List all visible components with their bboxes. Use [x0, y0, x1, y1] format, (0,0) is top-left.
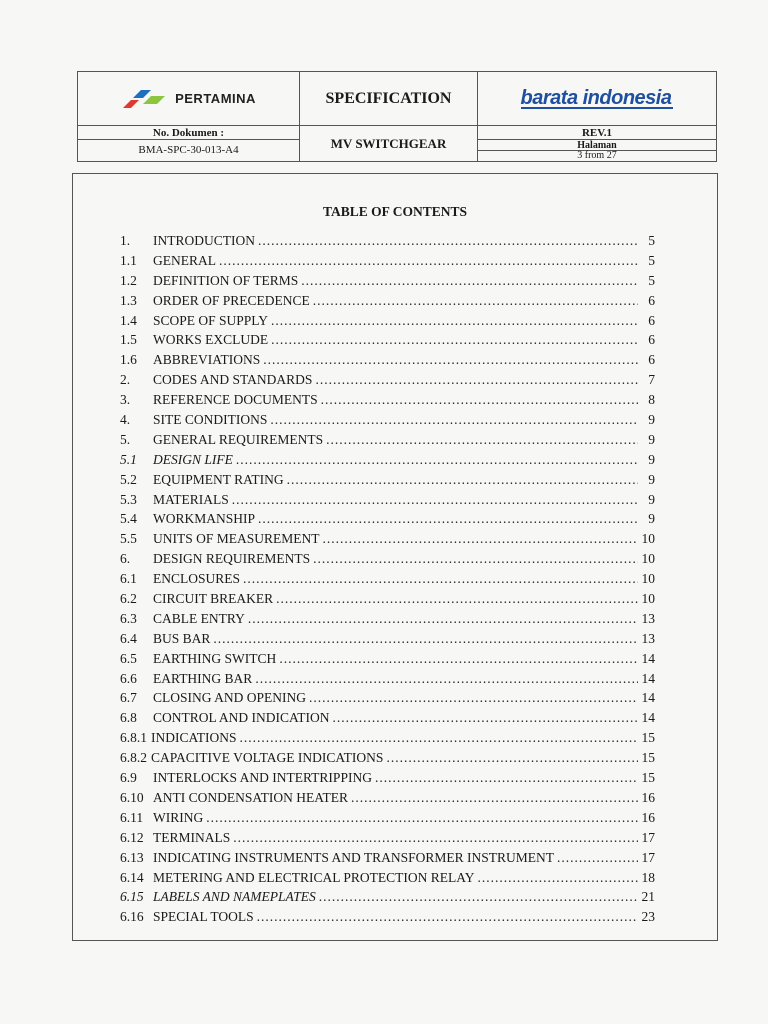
toc-entry[interactable] — [120, 571, 655, 591]
toc-leader-dots — [315, 372, 638, 388]
toc-entry-page: 17 — [641, 829, 655, 845]
toc-entry-number: 6.11 — [120, 809, 144, 825]
toc-entry-label: SCOPE OF SUPPLY — [153, 312, 268, 328]
toc-leader-dots — [258, 511, 638, 527]
toc-entry[interactable] — [120, 492, 655, 512]
toc-entry[interactable] — [120, 710, 655, 730]
toc-entry-label: EARTHING BAR — [153, 670, 253, 686]
toc-entry-number: 5.1 — [120, 451, 137, 467]
toc-entry-page: 10 — [641, 591, 655, 607]
toc-entry-label: WORKS EXCLUDE — [153, 332, 269, 348]
toc-leader-dots — [271, 332, 638, 348]
toc-entry-label: ORDER OF PRECEDENCE — [153, 292, 310, 308]
toc-leader-dots — [323, 531, 638, 547]
revision: REV.1 — [478, 126, 716, 140]
toc-entry-number: 1.2 — [120, 272, 137, 288]
toc-leader-dots — [313, 293, 638, 309]
toc-entry-number: 4. — [120, 412, 131, 428]
toc-entry[interactable] — [120, 810, 655, 830]
toc-entry[interactable] — [120, 591, 655, 611]
toc-leader-dots — [232, 492, 638, 508]
toc-entry-number: 6.5 — [120, 650, 137, 666]
toc-entry-number: 1.4 — [120, 312, 137, 328]
toc-leader-dots — [243, 571, 638, 587]
toc-leader-dots — [263, 352, 638, 368]
toc-entry-page: 10 — [641, 571, 655, 587]
toc-entry-label: CABLE ENTRY — [153, 610, 245, 626]
toc-entry-number: 6.15 — [120, 889, 144, 905]
toc-entry-number: 6.6 — [120, 670, 137, 686]
toc-entry[interactable] — [120, 730, 655, 750]
toc-box — [72, 173, 718, 941]
toc-leader-dots — [236, 452, 638, 468]
toc-entry-label: CIRCUIT BREAKER — [153, 591, 274, 607]
toc-entry-label: EARTHING SWITCH — [153, 650, 277, 666]
toc-entry[interactable] — [120, 889, 655, 909]
toc-entry[interactable] — [120, 233, 655, 253]
toc-leader-dots — [321, 392, 638, 408]
toc-entry-number: 6.4 — [120, 630, 137, 646]
toc-entry[interactable] — [120, 352, 655, 372]
toc-entry[interactable] — [120, 611, 655, 631]
toc-entry-page: 9 — [648, 471, 655, 487]
toc-entry-page: 6 — [648, 292, 655, 308]
toc-entry-page: 15 — [641, 730, 655, 746]
toc-entry-page: 18 — [641, 869, 655, 885]
toc-entry[interactable] — [120, 631, 655, 651]
toc-entry-page: 14 — [641, 670, 655, 686]
toc-entry-number: 2. — [120, 372, 131, 388]
toc-entry[interactable] — [120, 531, 655, 551]
toc-entry[interactable] — [120, 392, 655, 412]
toc-entry[interactable] — [120, 293, 655, 313]
toc-leader-dots — [478, 870, 639, 886]
toc-entry[interactable] — [120, 313, 655, 333]
toc-entry-label: SITE CONDITIONS — [153, 412, 268, 428]
toc-entry-page: 16 — [641, 809, 655, 825]
toc-entry[interactable] — [120, 412, 655, 432]
toc-entry[interactable] — [120, 790, 655, 810]
toc-leader-dots — [326, 432, 638, 448]
toc-entry-number: 6.13 — [120, 849, 144, 865]
toc-entry[interactable] — [120, 372, 655, 392]
pertamina-logo-icon — [121, 88, 167, 110]
toc-entry[interactable] — [120, 551, 655, 571]
toc-entry[interactable] — [120, 651, 655, 671]
toc-entry-number: 1.1 — [120, 252, 137, 268]
toc-leader-dots — [301, 273, 638, 289]
toc-leader-dots — [248, 611, 638, 627]
pertamina-logo — [121, 88, 256, 110]
toc-leader-dots — [270, 412, 638, 428]
toc-entry-number: 6.3 — [120, 610, 137, 626]
toc-leader-dots — [276, 591, 638, 607]
toc-entry-page: 6 — [648, 332, 655, 348]
toc-entry-page: 6 — [648, 312, 655, 328]
toc-leader-dots — [213, 631, 638, 647]
toc-entry-label: SPECIAL TOOLS — [153, 909, 254, 925]
toc-entry[interactable] — [120, 690, 655, 710]
toc-leader-dots — [240, 730, 639, 746]
toc-entry-label: TERMINALS — [153, 829, 231, 845]
toc-entry-label: BUS BAR — [153, 630, 211, 646]
toc-entry-label: INTERLOCKS AND INTERTRIPPING — [153, 770, 372, 786]
toc-entry[interactable] — [120, 253, 655, 273]
toc-entry-page: 13 — [641, 630, 655, 646]
toc-leader-dots — [351, 790, 638, 806]
toc-entry-page: 16 — [641, 789, 655, 805]
toc-entry-page: 6 — [648, 352, 655, 368]
toc-entry-page: 9 — [648, 412, 655, 428]
toc-leader-dots — [333, 710, 639, 726]
toc-entry[interactable] — [120, 870, 655, 890]
no-dokumen-label: No. Dokumen : — [78, 126, 300, 140]
toc-entry-label: MATERIALS — [153, 491, 229, 507]
toc-leader-dots — [313, 551, 638, 567]
toc-entry-label: INDICATIONS — [151, 730, 237, 746]
toc-entry-label: DESIGN LIFE — [153, 451, 233, 467]
toc-leader-dots — [206, 810, 638, 826]
toc-entry[interactable] — [120, 750, 655, 770]
toc-entry-number: 1.6 — [120, 352, 137, 368]
toc-entry-label: DEFINITION OF TERMS — [153, 272, 299, 288]
toc-entry-number: 1.5 — [120, 332, 137, 348]
toc-entry-number: 6.9 — [120, 770, 137, 786]
toc-entry-number: 6.1 — [120, 571, 137, 587]
toc-leader-dots — [279, 651, 638, 667]
toc-entry[interactable] — [120, 850, 655, 870]
toc-entry-number: 1.3 — [120, 292, 137, 308]
toc-leader-dots — [309, 690, 638, 706]
toc-list — [120, 233, 655, 929]
toc-entry[interactable] — [120, 452, 655, 472]
page-number: 3 from 27 — [577, 150, 617, 161]
toc-entry-number: 3. — [120, 392, 131, 408]
pertamina-logo-text: PERTAMINA — [175, 91, 256, 106]
doc-number: BMA-SPC-30-013-A4 — [78, 140, 300, 161]
toc-entry-page: 21 — [641, 889, 655, 905]
document-header — [77, 71, 717, 162]
toc-entry-page: 5 — [648, 272, 655, 288]
toc-entry-page: 9 — [648, 431, 655, 447]
toc-entry-number: 6.2 — [120, 591, 137, 607]
pertamina-logo-cell — [78, 72, 300, 126]
toc-leader-dots — [255, 671, 638, 687]
toc-entry-label: ANTI CONDENSATION HEATER — [153, 789, 348, 805]
toc-entry-page: 10 — [641, 531, 655, 547]
toc-entry-page: 14 — [641, 650, 655, 666]
toc-entry[interactable] — [120, 511, 655, 531]
toc-entry-number: 6.8.2 — [120, 750, 147, 766]
toc-entry-label: ABBREVIATIONS — [153, 352, 261, 368]
toc-leader-dots — [219, 253, 638, 269]
toc-entry-label: LABELS AND NAMEPLATES — [153, 889, 316, 905]
toc-leader-dots — [271, 313, 638, 329]
toc-entry-number: 5.2 — [120, 471, 137, 487]
toc-entry-label: UNITS OF MEASUREMENT — [153, 531, 320, 547]
toc-entry-label: CODES AND STANDARDS — [153, 372, 313, 388]
toc-leader-dots — [233, 830, 638, 846]
toc-entry-page: 23 — [641, 909, 655, 925]
toc-entry-number: 6.14 — [120, 869, 144, 885]
toc-entry-label: WIRING — [153, 809, 204, 825]
spec-label: SPECIFICATION — [300, 72, 478, 126]
toc-entry-label: CLOSING AND OPENING — [153, 690, 307, 706]
toc-entry-label: GENERAL — [153, 252, 216, 268]
toc-entry-page: 15 — [641, 750, 655, 766]
toc-entry-label: CONTROL AND INDICATION — [153, 710, 330, 726]
document-title: MV SWITCHGEAR — [300, 126, 478, 161]
toc-entry-label: REFERENCE DOCUMENTS — [153, 392, 318, 408]
toc-entry-page: 15 — [641, 770, 655, 786]
toc-leader-dots — [375, 770, 638, 786]
toc-entry-label: CAPACITIVE VOLTAGE INDICATIONS — [151, 750, 384, 766]
toc-leader-dots — [287, 472, 638, 488]
toc-entry[interactable] — [120, 332, 655, 352]
toc-entry-number: 6. — [120, 551, 131, 567]
toc-entry-label: GENERAL REQUIREMENTS — [153, 431, 324, 447]
toc-entry-label: EQUIPMENT RATING — [153, 471, 284, 487]
toc-entry-number: 6.8.1 — [120, 730, 147, 746]
toc-entry-number: 5.3 — [120, 491, 137, 507]
halaman-label: Halaman — [478, 140, 716, 151]
toc-entry-page: 13 — [641, 610, 655, 626]
barata-logo-text: barata indonesia — [520, 86, 672, 109]
toc-entry-page: 9 — [648, 491, 655, 507]
toc-entry[interactable] — [120, 770, 655, 790]
toc-entry-label: METERING AND ELECTRICAL PROTECTION RELAY — [153, 869, 475, 885]
toc-leader-dots — [557, 850, 638, 866]
toc-entry[interactable] — [120, 671, 655, 691]
toc-entry-page: 14 — [641, 690, 655, 706]
toc-leader-dots — [386, 750, 638, 766]
toc-entry-number: 5.5 — [120, 531, 137, 547]
toc-entry-page: 5 — [648, 233, 655, 248]
toc-entry[interactable] — [120, 273, 655, 293]
toc-entry-number: 6.10 — [120, 789, 144, 805]
toc-entry-number: 5. — [120, 431, 131, 447]
toc-title: TABLE OF CONTENTS — [322, 204, 468, 219]
toc-entry[interactable] — [120, 830, 655, 850]
toc-entry-page: 14 — [641, 710, 655, 726]
toc-entry-page: 9 — [648, 451, 655, 467]
toc-entry-number: 6.7 — [120, 690, 137, 706]
toc-entry[interactable] — [120, 472, 655, 492]
toc-entry-page: 5 — [648, 252, 655, 268]
toc-entry-label: WORKMANSHIP — [153, 511, 256, 527]
barata-logo-cell — [478, 72, 716, 126]
toc-entry-label: ENCLOSURES — [153, 571, 241, 587]
toc-entry-page: 9 — [648, 511, 655, 527]
toc-entry-number: 5.4 — [120, 511, 137, 527]
toc-entry-number: 6.16 — [120, 909, 144, 925]
toc-entry-page: 7 — [648, 372, 655, 388]
toc-leader-dots — [257, 909, 638, 925]
toc-entry-number: 6.8 — [120, 710, 137, 726]
toc-entry[interactable] — [120, 432, 655, 452]
toc-entry-label: INTRODUCTION — [153, 233, 255, 248]
toc-entry-page: 17 — [641, 849, 655, 865]
toc-entry-label: DESIGN REQUIREMENTS — [153, 551, 311, 567]
toc-entry-page: 8 — [648, 392, 655, 408]
toc-leader-dots — [319, 889, 638, 905]
toc-entry-number: 6.12 — [120, 829, 144, 845]
toc-entry-page: 10 — [641, 551, 655, 567]
toc-leader-dots — [258, 233, 638, 249]
toc-entry-number: 1. — [120, 233, 131, 248]
toc-entry-label: INDICATING INSTRUMENTS AND TRANSFORMER INSTRUMENT — [153, 849, 555, 865]
toc-entry[interactable] — [120, 909, 655, 929]
